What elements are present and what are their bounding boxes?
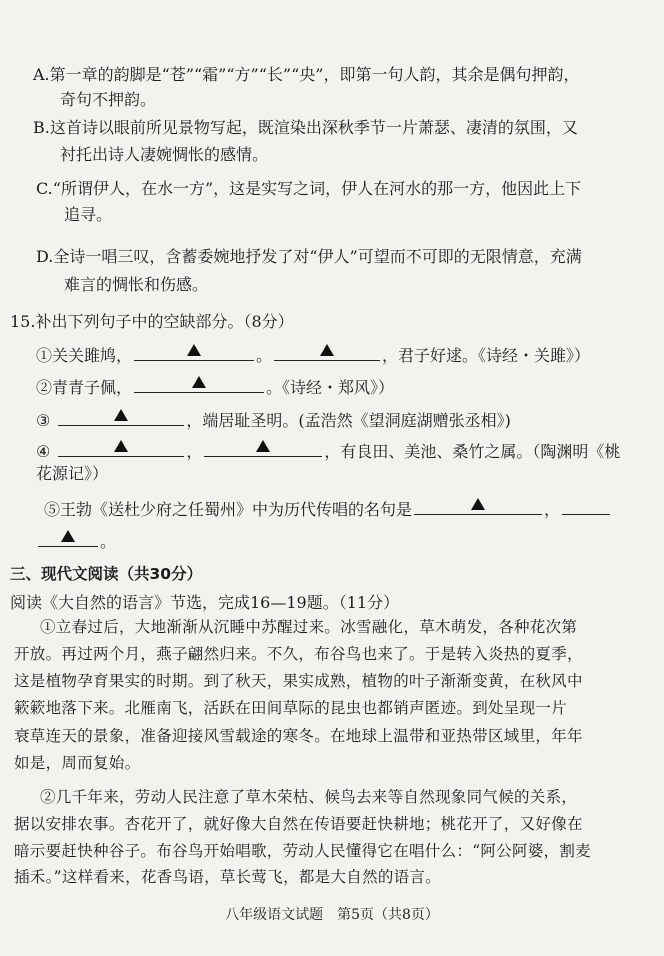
q15-line3-pre: ③ <box>36 411 51 430</box>
passage-p1-line4: 簌簌地落下来。北雁南飞，活跃在田间草际的昆虫也都销声匿迹。到处呈现一片 <box>14 699 568 717</box>
fill-blank[interactable] <box>134 342 254 361</box>
q15-line3-post: ，端居耻圣明。(孟浩然《望洞庭湖赠张丞相》) <box>186 411 511 430</box>
blank-marker-icon <box>256 440 270 452</box>
q14-option-a-line1: A.第一章的韵脚是“苍”“霜”“方”“长”“央”，即第一句人韵，其余是偶句押韵， <box>33 65 580 84</box>
q15-line3 <box>36 407 511 432</box>
fill-blank[interactable] <box>38 528 98 547</box>
fill-blank[interactable] <box>562 496 610 515</box>
passage-p2-line1: ②几千年来，劳动人民注意了草木荣枯、候鸟去来等自然现象同气候的关系， <box>40 788 578 806</box>
passage-p2-line2: 据以安排农事。杏花开了，就好像大自然在传语要赶快耕地；桃花开了，又好像在 <box>14 815 583 833</box>
blank-marker-icon <box>114 409 128 421</box>
blank-marker-icon <box>187 344 201 356</box>
passage-p1-line2: 开放。再过两个月，燕子翩然归来。不久，布谷鸟也来了。于是转入炎热的夏季， <box>14 645 583 663</box>
fill-blank[interactable] <box>414 496 542 515</box>
q15-line4 <box>36 438 620 463</box>
q15-line5-cont <box>36 528 116 553</box>
page-footer: 八年级语文试题 第5页（共8页） <box>225 907 439 923</box>
section-heading: 三、现代文阅读（共30分） <box>10 565 203 583</box>
passage-p1-line5: 衰草连天的景象，准备迎接风雪载途的寒冬。在地球上温带和亚热带区域里，年年 <box>14 727 583 745</box>
q15-line5-pre: ⑤王勃《送杜少府之任蜀州》中为历代传唱的名句是 <box>44 500 413 519</box>
q14-option-b-line1: B.这首诗以眼前所见景物写起，既渲染出深秋季节一片萧瑟、凄清的氛围，又 <box>33 118 578 137</box>
q15-line4-pre: ④ <box>36 442 51 461</box>
blank-marker-icon <box>192 376 206 388</box>
q15-line1-post: ，君子好逑。《诗经・关雎》） <box>382 346 591 365</box>
q15-line5-end: 。 <box>100 532 117 551</box>
blank-marker-icon <box>114 440 128 452</box>
blank-marker-icon <box>61 530 75 542</box>
passage-p2-line3: 暗示要赶快种谷子。布谷鸟开始唱歌，劳动人民懂得它在唱什么：“阿公阿婆，割麦 <box>14 842 592 860</box>
reading-intro: 阅读《大自然的语言》节选，完成16—19题。（11分） <box>10 593 400 612</box>
q15-line5-mid: ， <box>544 500 561 519</box>
passage-p1-line1: ①立春过后，大地渐渐从沉睡中苏醒过来。冰雪融化，草木萌发，各种花次第 <box>40 618 578 636</box>
q15-line4-cont: 花源记》） <box>36 464 109 483</box>
passage-p1-line3: 这是植物孕育果实的时期。到了秋天，果实成熟，植物的叶子渐渐变黄，在秋风中 <box>14 672 583 690</box>
q15-title: 15.补出下列句子中的空缺部分。（8分） <box>10 312 294 331</box>
passage-p1-line6: 如是，周而复始。 <box>14 754 141 772</box>
fill-blank[interactable] <box>274 342 380 361</box>
q15-line4-mid: ， <box>186 442 203 461</box>
q14-option-b-line2: 衬托出诗人凄婉惆怅的感情。 <box>60 145 269 164</box>
passage-p2-line4: 插禾。”这样看来，花香鸟语，草长莺飞，都是大自然的语言。 <box>14 868 442 886</box>
q15-line2-post: 。《诗经・郑风》） <box>266 378 395 397</box>
q15-line5 <box>44 496 612 521</box>
q14-option-a-line2: 奇句不押韵。 <box>60 90 157 109</box>
q15-line1-pre: ①关关雎鸠， <box>36 346 133 365</box>
q15-line2-pre: ②青青子佩， <box>36 378 133 397</box>
q14-option-d-line2: 难言的惆怅和伤感。 <box>64 275 209 294</box>
q15-line4-post: ，有良田、美池、桑竹之属。（陶渊明《桃 <box>324 442 621 461</box>
q15-line1-mid: 。 <box>256 346 273 365</box>
fill-blank[interactable] <box>134 374 264 393</box>
fill-blank[interactable] <box>204 438 322 457</box>
fill-blank[interactable] <box>58 438 184 457</box>
blank-marker-icon <box>471 498 485 510</box>
blank-marker-icon <box>320 344 334 356</box>
q15-line2 <box>36 374 394 399</box>
q14-option-c-line2: 追寻。 <box>64 205 113 224</box>
q14-option-d-line1: D.全诗一唱三叹，含蓄委婉地抒发了对“伊人”可望而不可即的无限情意，充满 <box>36 247 582 266</box>
q14-option-c-line1: C.“所谓伊人，在水一方”，这是实写之词，伊人在河水的那一方，他因此上下 <box>36 179 582 198</box>
fill-blank[interactable] <box>58 407 184 426</box>
q15-line1 <box>36 342 590 367</box>
